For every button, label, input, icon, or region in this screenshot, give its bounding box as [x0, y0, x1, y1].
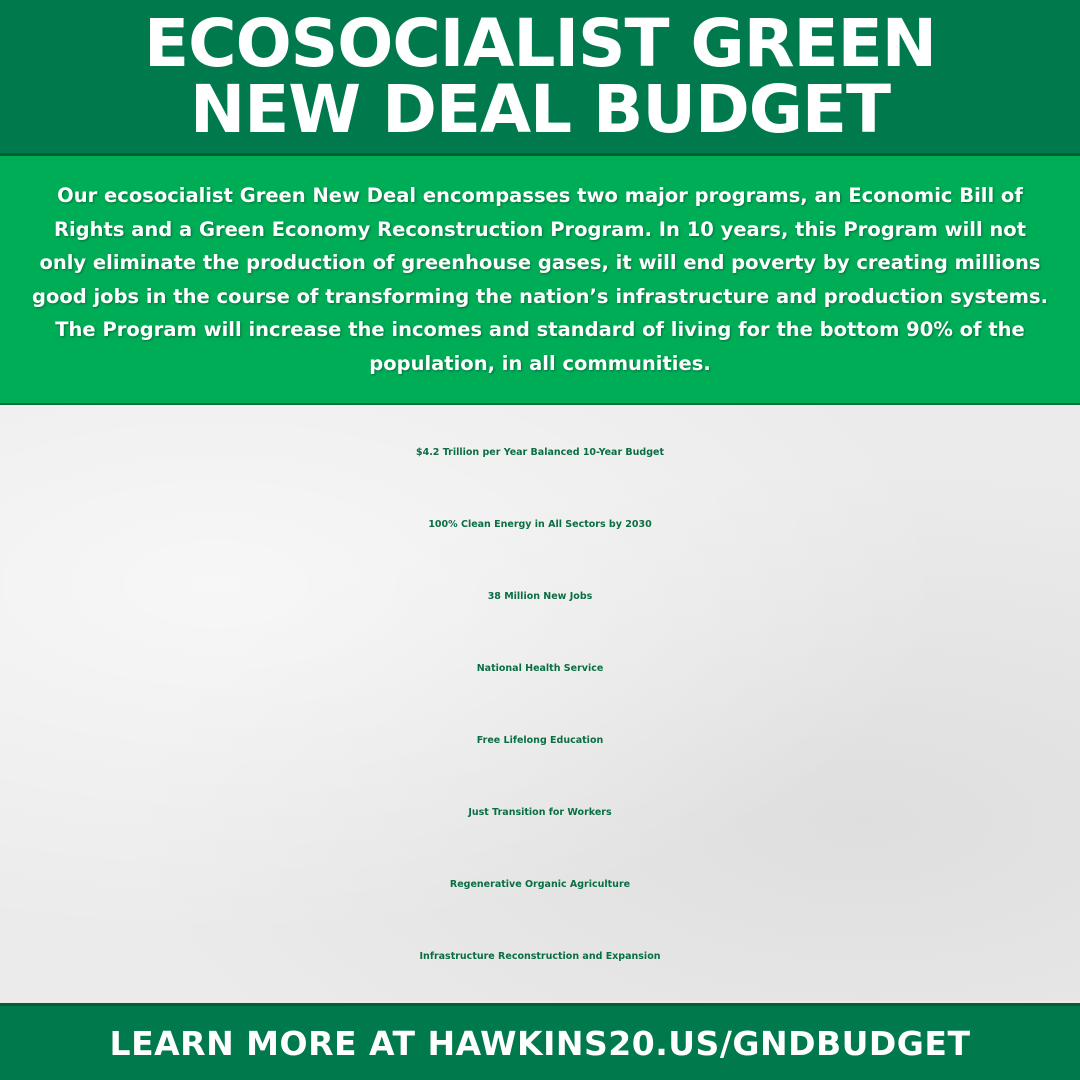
page-title-line-1: ECOSOCIALIST GREEN — [144, 4, 936, 82]
feature-list — [0, 405, 1080, 1001]
intro-panel — [0, 156, 1080, 405]
feature-item-just-transition: Just Transition for Workers — [468, 807, 612, 818]
intro-text: Our ecosocialist Green New Deal encompasses two major programs, an Economic Bill of Rights and a Green Economy Reconstruction Program. In 10 years, this Program will not only eliminate the production of greenhouse gases, it will end poverty by creating millions good jobs in the course of transforming the nation’s infrastructure and production systems. The Program will increase the incomes and standard of living for the bottom 90% of the population, in all communities. — [32, 184, 1048, 375]
feature-item-infrastructure: Infrastructure Reconstruction and Expansion — [419, 951, 661, 962]
feature-item-health-service: National Health Service — [476, 663, 604, 674]
feature-item-budget: $4.2 Trillion per Year Balanced 10-Year Budget — [415, 447, 665, 458]
feature-item-agriculture: Regenerative Organic Agriculture — [449, 879, 631, 890]
header-banner — [0, 0, 1080, 156]
feature-item-jobs: 38 Million New Jobs — [487, 591, 593, 602]
page-title-line-2: NEW DEAL BUDGET — [189, 70, 891, 148]
footer-link-text[interactable]: LEARN MORE AT HAWKINS20.US/GNDBUDGET — [109, 1023, 971, 1063]
footer-banner — [0, 1003, 1080, 1080]
feature-item-education: Free Lifelong Education — [476, 735, 604, 746]
feature-item-clean-energy: 100% Clean Energy in All Sectors by 2030 — [428, 519, 652, 530]
